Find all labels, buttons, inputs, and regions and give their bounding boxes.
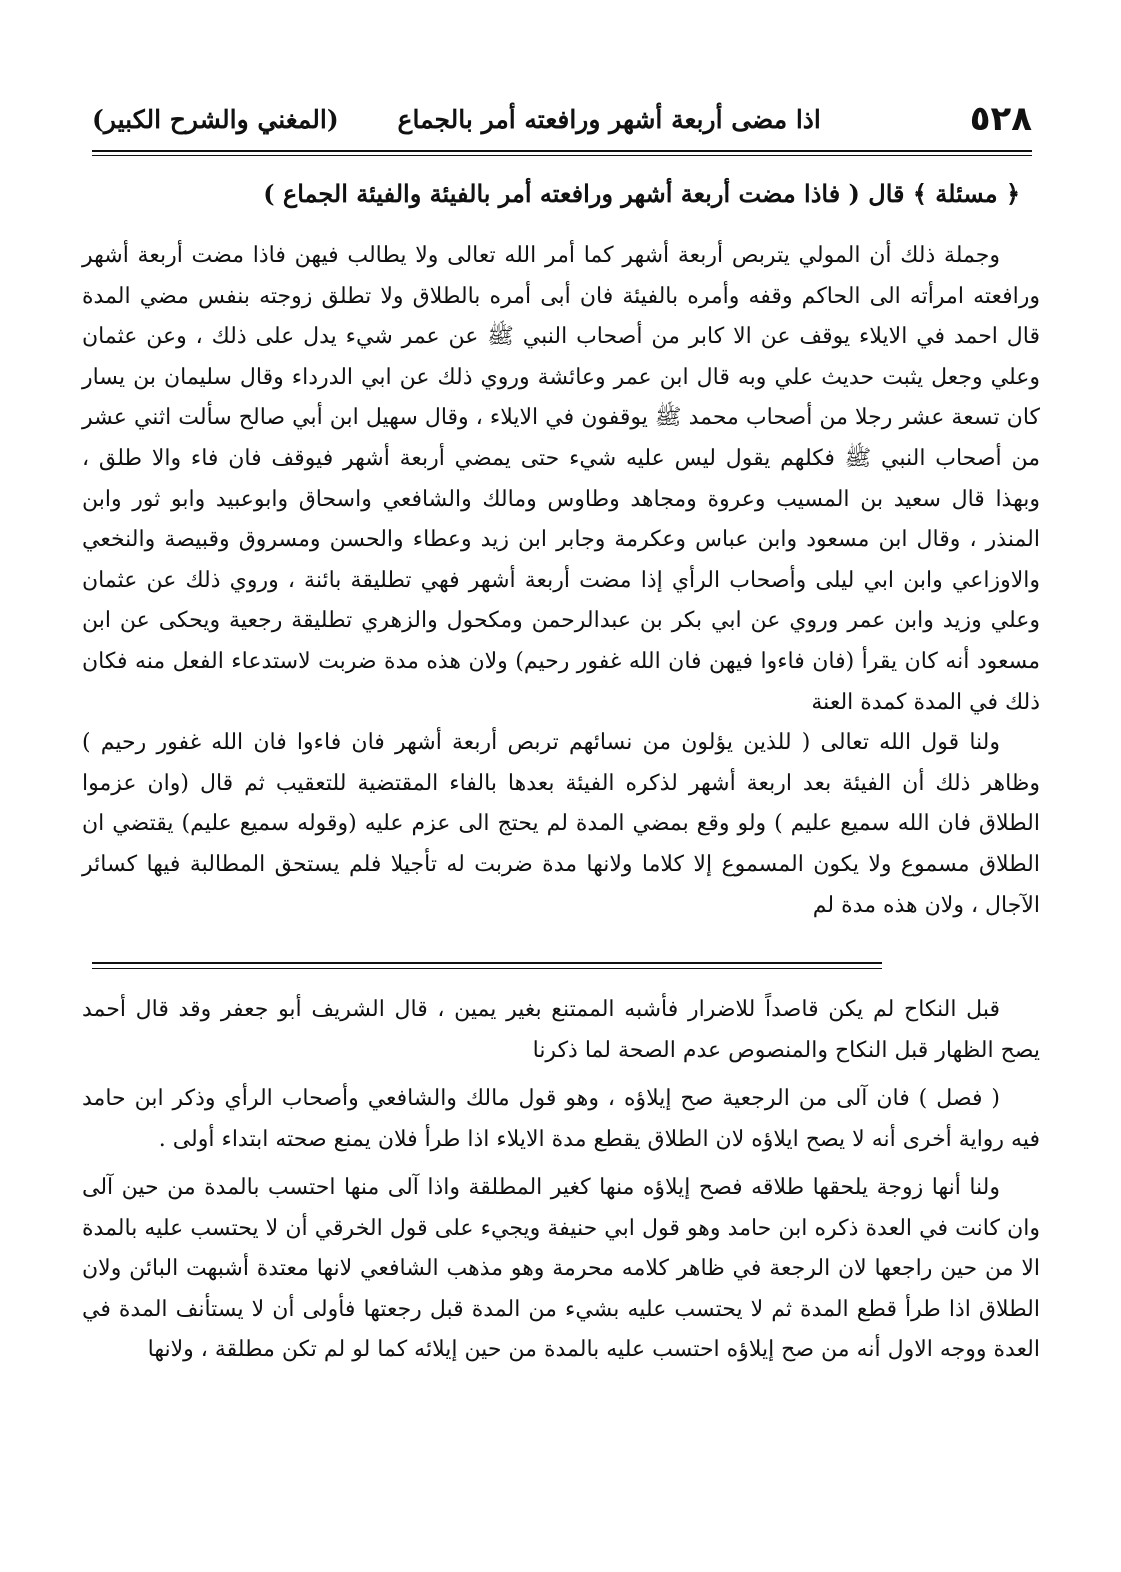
page-number: ٥٢٨ xyxy=(969,99,1032,139)
commentary-text xyxy=(82,990,1040,1379)
issue-text: قال ( فاذا مضت أربعة أشهر ورافعته أمر بالفيئة والفيئة الجماع ) xyxy=(263,179,905,208)
commentary-paragraph: ( فصل ) فان آلى من الرجعية صح إيلاؤه ، وهو قول مالك والشافعي وأصحاب الرأي وذكر ابن حامد فيه رواية أخرى أنه لا يصح ايلاؤه لان الطلاق يقطع مدة الايلاء اذا طرأ فلان يمنع صحته ابتداء أولى . xyxy=(82,1086,1040,1152)
main-paragraph: ولنا قول الله تعالى ( للذين يؤلون من نسائهم تربص أربعة أشهر فان فاءوا فان الله غفور رحيم ) وظاهر ذلك أن الفيئة بعد اربعة أشهر لذكره الفيئة بعدها بالفاء المقتضية للتعقيب ثم قال (وان عزموا الطلاق فان الله سميع عليم ) ولو وقع بمضي المدة لم يحتج الى عزم عليه (وقوله سميع عليم) يقتضي ان الطلاق مسموع ولا يكون المسموع إلا كلاما ولانها مدة ضربت له تأجيلا فلم يستحق المطالبة فيها كسائر الآجال ، ولان هذه مدة لم xyxy=(82,730,1040,918)
commentary-paragraph: ولنا أنها زوجة يلحقها طلاقه فصح إيلاؤه منها كغير المطلقة واذا آلى منها احتسب بالمدة من حين آلى وان كانت في العدة ذكره ابن حامد وهو قول ابي حنيفة ويجيء على قول الخرقي أن لا يحتسب عليه بالمدة الا من حين راجعها لان الرجعة في ظاهر كلامه محرمة وهو مذهب الشافعي لانها معتدة أشبهت البائن ولان الطلاق اذا طرأ قطع المدة ثم لا يحتسب عليه بشيء من المدة قبل رجعتها فأولى أن لا يستأنف المدة في العدة ووجه الاول أنه من صح إيلاؤه احتسب عليه بالمدة من حين إيلائه كما لو لم تكن مطلقة ، ولانها xyxy=(82,1175,1040,1362)
commentary-paragraph: قبل النكاح لم يكن قاصداً للاضرار فأشبه الممتنع بغير يمين ، قال الشريف أبو جعفر وقد قال أحمد يصح الظهار قبل النكاح والمنصوص عدم الصحة لما ذكرنا xyxy=(82,997,1040,1063)
header-rule-thin xyxy=(92,155,1032,156)
page-header xyxy=(92,92,1032,146)
main-paragraph: وجملة ذلك أن المولي يتربص أربعة أشهر كما أمر الله تعالى ولا يطالب فيهن فاذا مضت أربعة أشهر ورافعته امرأته الى الحاكم وقفه وأمره بالفيئة فان أبى أمره بالطلاق ولا تطلق زوجته بنفس مضي المدة قال احمد في الايلاء يوقف عن الا كابر من أصحاب النبي ﷺ عن عمر شيء يدل على ذلك ، وعن عثمان وعلي وجعل يثبت حديث علي وبه قال ابن عمر وعائشة وروي ذلك عن ابي الدرداء وقال سليمان بن يسار كان تسعة عشر رجلا من أصحاب محمد ﷺ يوقفون في الايلاء ، وقال سهيل ابن أبي صالح سألت اثني عشر من أصحاب النبي ﷺ فكلهم يقول ليس عليه شيء حتى يمضي أربعة أشهر فيوقف فان فاء والا طلق ، وبهذا قال سعيد بن المسيب وعروة ومجاهد وطاوس ومالك والشافعي واسحاق وابوعبيد وابو ثور وابن المنذر ، وقال ابن مسعود وابن عباس وعكرمة وجابر ابن زيد وعطاء والحسن ومسروق وقبيصة والنخعي والاوزاعي وابن ابي ليلى وأصحاب الرأي إذا مضت أربعة أشهر فهي تطليقة بائنة ، وروي ذلك عن عثمان وعلي وزيد وابن عمر وروي عن ابي بكر بن عبدالرحمن ومكحول والزهري تطليقة رجعية ويحكى عن ابن مسعود أنه كان يقرأ (فان فاءوا فيهن فان الله غفور رحيم) ولان هذه مدة ضربت لاستدعاء الفعل منه فكان ذلك في المدة كمدة العنة xyxy=(82,243,1040,715)
header-rule xyxy=(92,150,1032,152)
book-title: (المغني والشرح الكبير) xyxy=(92,104,339,134)
issue-heading xyxy=(100,170,1020,218)
issue-label: ﴿ مسئلة ﴾ xyxy=(912,179,1020,208)
running-title: اذا مضى أربعة أشهر ورافعته أمر بالجماع xyxy=(397,104,821,134)
section-divider-thin xyxy=(92,968,882,969)
main-text xyxy=(82,236,1040,926)
section-divider xyxy=(92,962,882,964)
